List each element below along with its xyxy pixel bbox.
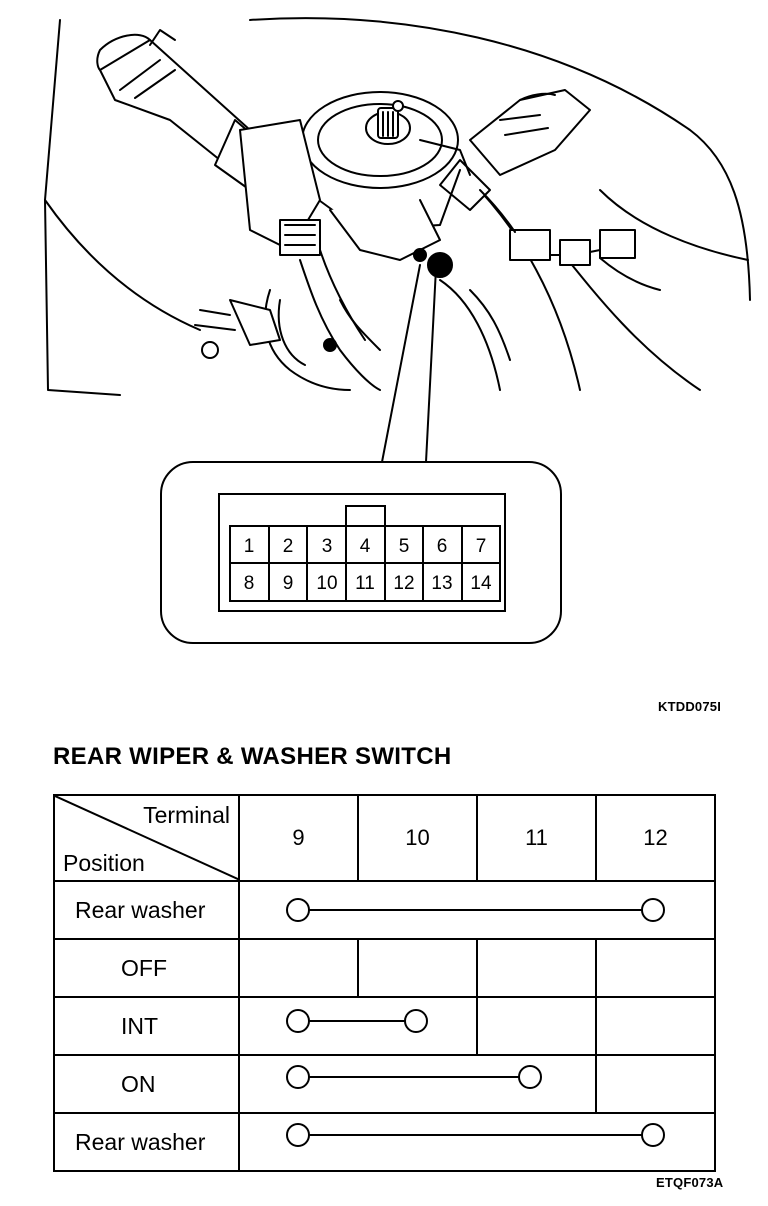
right-stalk	[440, 90, 590, 210]
position-label: ON	[54, 1055, 239, 1113]
pin-number: 5	[398, 536, 410, 557]
pin-number: 6	[436, 536, 448, 557]
pin-number: 2	[282, 536, 294, 557]
pin-number: 1	[243, 536, 255, 557]
pin-number: 3	[321, 536, 333, 557]
terminal-axis-label: Terminal	[143, 802, 230, 828]
table-row	[54, 1055, 715, 1113]
position-label: Rear washer	[54, 881, 239, 939]
position-axis-label: Position	[63, 850, 145, 876]
pin-number: 9	[282, 573, 294, 594]
position-label: OFF	[54, 939, 239, 997]
pin-number: 12	[393, 573, 415, 594]
section-title: REAR WIPER & WASHER SWITCH	[53, 743, 452, 770]
terminal-header: 11	[477, 795, 596, 881]
figure-code-top: KTDD075I	[658, 699, 722, 714]
table-row	[54, 939, 715, 997]
table-header-row	[54, 795, 715, 881]
pin-number: 8	[243, 573, 255, 594]
pin-number: 14	[470, 573, 492, 594]
position-label: Rear washer	[54, 1113, 239, 1171]
switch-continuity-table	[53, 794, 716, 1172]
terminal-header: 12	[596, 795, 715, 881]
table-row	[54, 1113, 715, 1171]
table-row	[54, 997, 715, 1055]
pin-number: 7	[475, 536, 487, 557]
pin-number: 13	[431, 573, 453, 594]
terminal-header: 9	[239, 795, 358, 881]
terminal-header: 10	[358, 795, 477, 881]
corner-header-cell	[54, 795, 239, 881]
table-row	[54, 881, 715, 939]
position-label: INT	[54, 997, 239, 1055]
figure-code-bottom: ETQF073A	[656, 1175, 724, 1190]
pin-number: 11	[355, 573, 375, 594]
pin-number: 10	[316, 573, 338, 594]
pin-number: 4	[359, 536, 371, 557]
